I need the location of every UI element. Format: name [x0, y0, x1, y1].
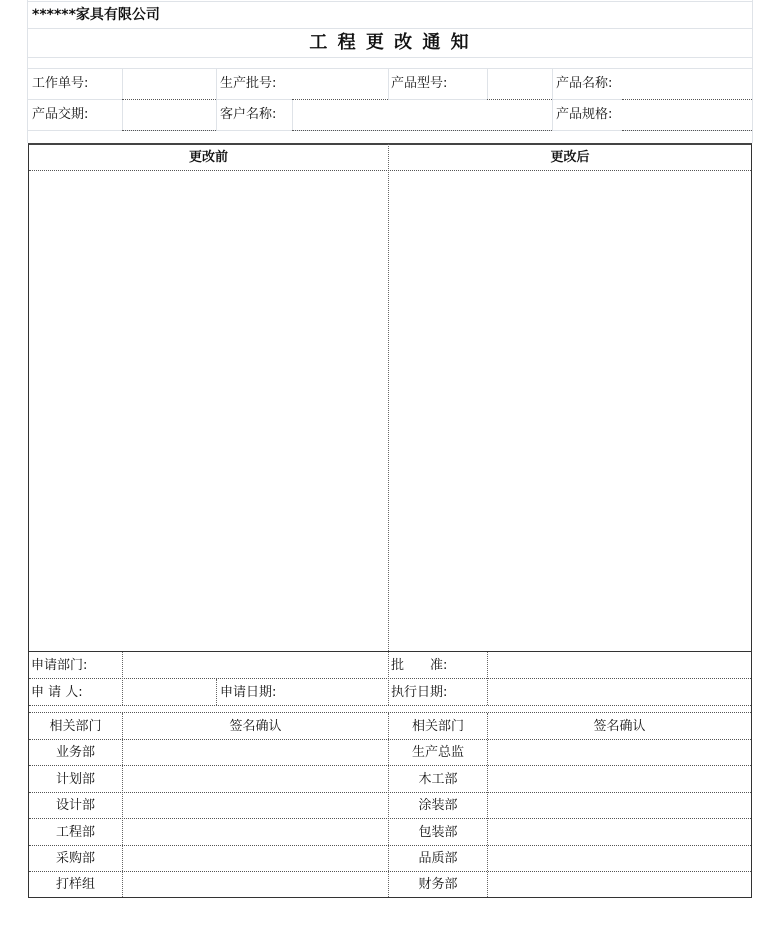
label-work-order-no: 工作单号: [32, 76, 89, 91]
field-apply-date[interactable] [300, 680, 386, 704]
row-line [29, 678, 751, 679]
field-request-dept[interactable] [123, 653, 387, 677]
signoff-right-sign-header: 签名确认 [593, 718, 646, 734]
signoff-dept-purchasing: 采购部 [55, 851, 95, 866]
label-product-spec: 产品规格: [556, 107, 613, 122]
change-divider [388, 144, 389, 651]
field-product-spec[interactable] [623, 100, 751, 129]
field-delivery-date[interactable] [123, 100, 215, 129]
change-header-line [29, 170, 751, 171]
label-batch-no: 生产批号: [220, 76, 277, 91]
label-product-name: 产品名称: [556, 76, 613, 91]
field-batch-no[interactable] [293, 69, 387, 98]
request-top-border [29, 651, 751, 652]
field-product-name[interactable] [623, 69, 751, 98]
change-before-header: 更改前 [188, 150, 228, 165]
label-approve: 批 准: [391, 657, 448, 673]
signoff-sign-field[interactable] [123, 793, 387, 818]
change-before-area[interactable] [30, 172, 386, 650]
label-customer-name: 客户名称: [220, 107, 277, 122]
signoff-sign-field[interactable] [123, 846, 387, 871]
label-delivery-date: 产品交期: [32, 107, 89, 122]
signoff-dept-planning: 计划部 [55, 771, 95, 787]
signoff-dept-production-director: 生产总监 [411, 745, 464, 760]
label-product-model: 产品型号: [391, 76, 448, 91]
page-title: 工 程 更 改 通 知 [309, 31, 471, 53]
field-exec-date[interactable] [488, 680, 750, 704]
signoff-dept-packaging: 包装部 [418, 824, 458, 840]
signoff-dept-engineering: 工程部 [55, 824, 95, 840]
signoff-sign-field[interactable] [488, 766, 750, 792]
field-product-model[interactable] [488, 69, 551, 98]
col-line [216, 679, 217, 705]
signoff-dept-coating: 涂装部 [418, 798, 458, 813]
label-request-dept: 申请部门: [31, 657, 88, 673]
sheet-grid-v [388, 68, 389, 99]
col-line [388, 652, 389, 705]
sheet-grid-right [752, 0, 753, 143]
company-name: ******家具有限公司 [32, 7, 160, 23]
signoff-sign-field[interactable] [123, 740, 387, 765]
signoff-sign-field[interactable] [488, 872, 750, 897]
signoff-dept-sales: 业务部 [55, 745, 95, 760]
field-work-order-no[interactable] [123, 69, 215, 98]
signoff-sign-field[interactable] [488, 819, 750, 845]
change-after-header: 更改后 [550, 150, 590, 165]
field-applicant[interactable] [123, 680, 215, 704]
signoff-dept-design: 设计部 [55, 798, 95, 813]
field-customer-name[interactable] [293, 100, 551, 129]
signoff-dept-finance: 财务部 [418, 877, 458, 892]
row-line [29, 705, 751, 706]
signoff-sign-field[interactable] [488, 740, 750, 765]
signoff-left-dept-header: 相关部门 [49, 718, 102, 734]
label-applicant: 申 请 人: [31, 684, 83, 700]
change-after-area[interactable] [390, 172, 750, 650]
signoff-dept-quality: 品质部 [418, 851, 458, 866]
sheet-grid-h [27, 57, 753, 58]
signoff-sign-field[interactable] [123, 872, 387, 897]
sheet-grid-v [216, 68, 217, 130]
sheet-grid-left [27, 0, 28, 143]
signoff-dept-sampling: 打样组 [55, 877, 95, 892]
signoff-sign-field[interactable] [488, 846, 750, 871]
signoff-left-sign-header: 签名确认 [229, 718, 282, 734]
field-approve[interactable] [488, 653, 750, 677]
field-underline [122, 130, 216, 131]
field-underline [622, 130, 752, 131]
signoff-sign-field[interactable] [488, 793, 750, 818]
label-exec-date: 执行日期: [391, 684, 448, 700]
signoff-dept-woodwork: 木工部 [418, 771, 458, 787]
signoff-right-dept-header: 相关部门 [411, 718, 464, 734]
label-apply-date: 申请日期: [220, 684, 277, 700]
sheet-grid-v [552, 68, 553, 130]
signoff-sign-field[interactable] [123, 819, 387, 845]
signoff-sign-field[interactable] [123, 766, 387, 792]
field-underline [292, 130, 552, 131]
